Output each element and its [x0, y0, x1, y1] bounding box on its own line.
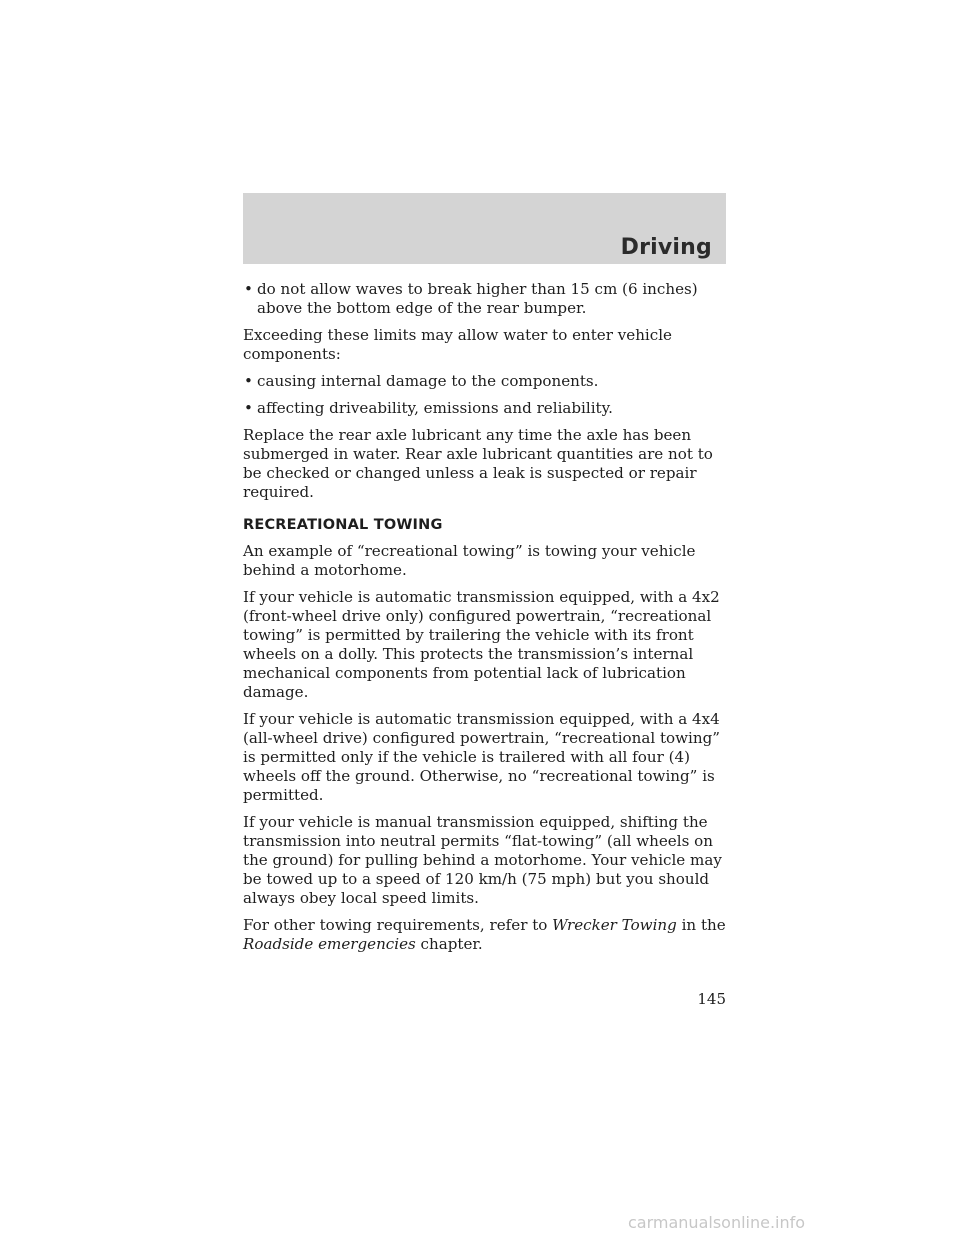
- bullet-icon: •: [244, 372, 253, 390]
- paragraph-example: An example of “recreational towing” is towing your vehicle behind a motorhome.: [243, 542, 696, 579]
- text-suffix: chapter.: [415, 935, 483, 953]
- watermark: carmanualsonline.info: [628, 1213, 806, 1232]
- page-content: [243, 280, 726, 962]
- paragraph-manual-transmission: If your vehicle is manual transmission equipped, shifting the transmission into neutral permits “flat-towing” (all wheels on the ground) for pulling behind a motorhome. Your vehicle may be towed up to a speed of 120 km/h (75 mph) but you should always obey local speed limits.: [243, 813, 722, 907]
- section-header-band: [243, 193, 726, 264]
- section-title: Driving: [620, 235, 712, 260]
- paragraph-4x2: If your vehicle is automatic transmission equipped, with a 4x2 (front-wheel drive only) configured powertrain, “recreational towing” is permitted by trailering the vehicle with its front wheels on a dolly. This protects the transmission’s internal mechanical components from potential lack of lubrication damage.: [243, 588, 720, 701]
- bullet-text: do not allow waves to break higher than 15 cm (6 inches) above the bottom edge of the rear bumper.: [257, 280, 698, 317]
- paragraph-4x4: If your vehicle is automatic transmission equipped, with a 4x4 (all-wheel drive) configured powertrain, “recreational towing” is permitted only if the vehicle is trailered with all four (4) wheels off the ground. Otherwise, no “recreational towing” is permitted.: [243, 710, 720, 804]
- bullet-text: causing internal damage to the components.: [257, 372, 599, 390]
- bullet-item-waves: [243, 280, 726, 318]
- paragraph-limits: Exceeding these limits may allow water to enter vehicle components:: [243, 326, 672, 363]
- reference-roadside-emergencies: Roadside emergencies: [243, 935, 416, 953]
- bullet-icon: •: [244, 280, 253, 298]
- bullet-item-driveability: [243, 399, 726, 418]
- heading-recreational-towing: RECREATIONAL TOWING: [243, 517, 443, 533]
- text-prefix: For other towing requirements, refer to: [243, 916, 553, 934]
- reference-wrecker-towing: Wrecker Towing: [552, 916, 677, 934]
- bullet-item-internal-damage: [243, 372, 726, 391]
- page-number: 145: [697, 990, 726, 1008]
- bullet-icon: •: [244, 399, 253, 417]
- text-middle: in the: [676, 916, 726, 934]
- bullet-text: affecting driveability, emissions and reliability.: [257, 399, 613, 417]
- paragraph-axle-lubricant: Replace the rear axle lubricant any time the axle has been submerged in water. Rear axle lubricant quantities are not to be checked or changed unless a leak is suspected or repair required.: [243, 426, 713, 501]
- paragraph-other-requirements: [243, 916, 726, 954]
